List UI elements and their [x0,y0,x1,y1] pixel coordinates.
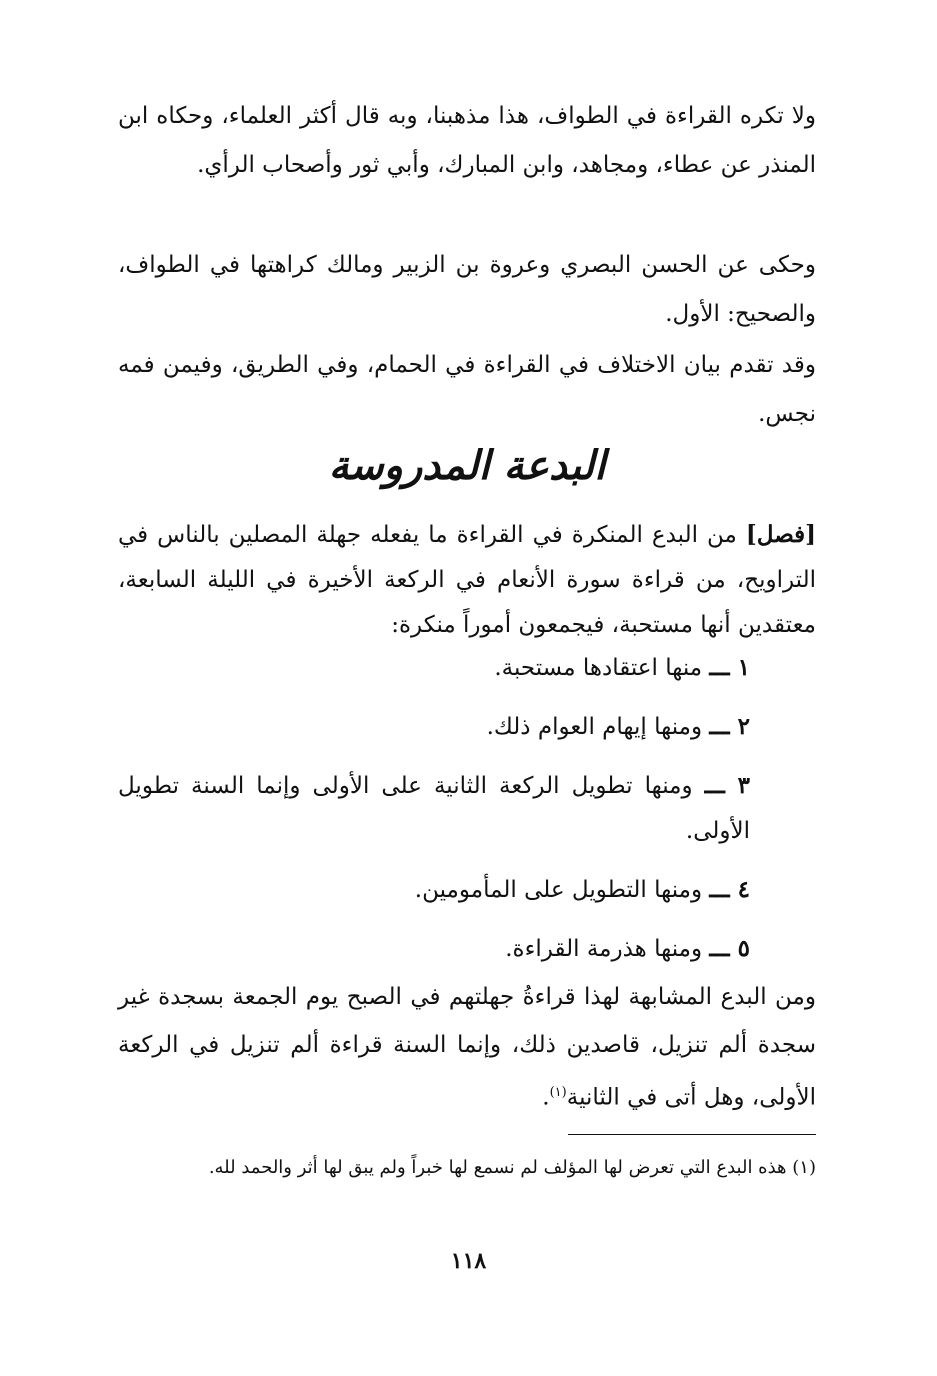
footnote: (١) هذه البدع التي تعرض لها المؤلف لم نسمع لها خبراً ولم يبق لها أثر والحمد لله. [208,1157,816,1178]
list-item-text: ومنها تطويل الركعة الثانية على الأولى وإنما السنة تطويل الأولى. [118,773,750,844]
list-item-text: ومنها إيهام العوام ذلك. [486,714,703,740]
paragraph-hasan-basri: وحكى عن الحسن البصري وعروة بن الزبير ومالك كراهتها في الطواف، والصحيح: الأول. [118,252,816,327]
section-heading: البدعة المدروسة [328,442,606,489]
list-item-text: منها اعتقادها مستحبة. [494,655,703,681]
closing-end: . [542,1084,550,1111]
paragraph-hammam: وقد تقدم بيان الاختلاف في القراءة في الحمام، وفي الطريق، وفيمن فمه نجس. [118,352,816,427]
paragraph-tawaf-reading: ولا تكره القراءة في الطواف، هذا مذهبنا، وبه قال أكثر العلماء، وحكاه ابن المنذر عن عطاء، ومجاهد، وابن المبارك، وأبي ثور وأصحاب الرأي. [118,103,816,178]
footnote-divider [568,1134,816,1135]
innovations-list [118,645,816,985]
list-item-text: ومنها التطويل على المأمومين. [414,877,703,903]
list-item [118,763,816,854]
section-fasl-paragraph [118,512,816,648]
fasl-label: [فصل] [745,521,817,548]
list-item-text: ومنها هذرمة القراءة. [505,936,703,962]
list-item-number: ٤ ـــ [709,876,750,903]
list-item [118,704,816,750]
list-item [118,926,816,972]
paragraph-friday-prayer [118,973,816,1122]
list-item-number: ٢ ـــ [709,713,750,740]
list-item-number: ٥ ـــ [709,935,750,962]
list-item [118,645,816,691]
fasl-text: من البدع المنكرة في القراءة ما يفعله جهلة المصلين بالناس في التراويح، من قراءة سورة الأنعام في الركعة الأخيرة في الليلة السابعة، معتقدين أنها مستحبة، فيجمعون أموراً منكرة: [118,522,816,638]
list-item-number: ١ ـــ [709,654,750,681]
closing-text: ومن البدع المشابهة لهذا قراءةُ جهلتهم في الصبح يوم الجمعة بسجدة غير سجدة ألم تنزيل، قاصدين ذلك، وإنما السنة قراءة ألم تنزيل في الركعة الأولى، وهل أتى في الثانية [118,984,816,1111]
footnote-reference[interactable]: (١) [549,1085,567,1100]
list-item-number: ٣ ـــ [704,772,750,799]
list-item [118,867,816,913]
page-number: ١١٨ [450,1248,487,1274]
